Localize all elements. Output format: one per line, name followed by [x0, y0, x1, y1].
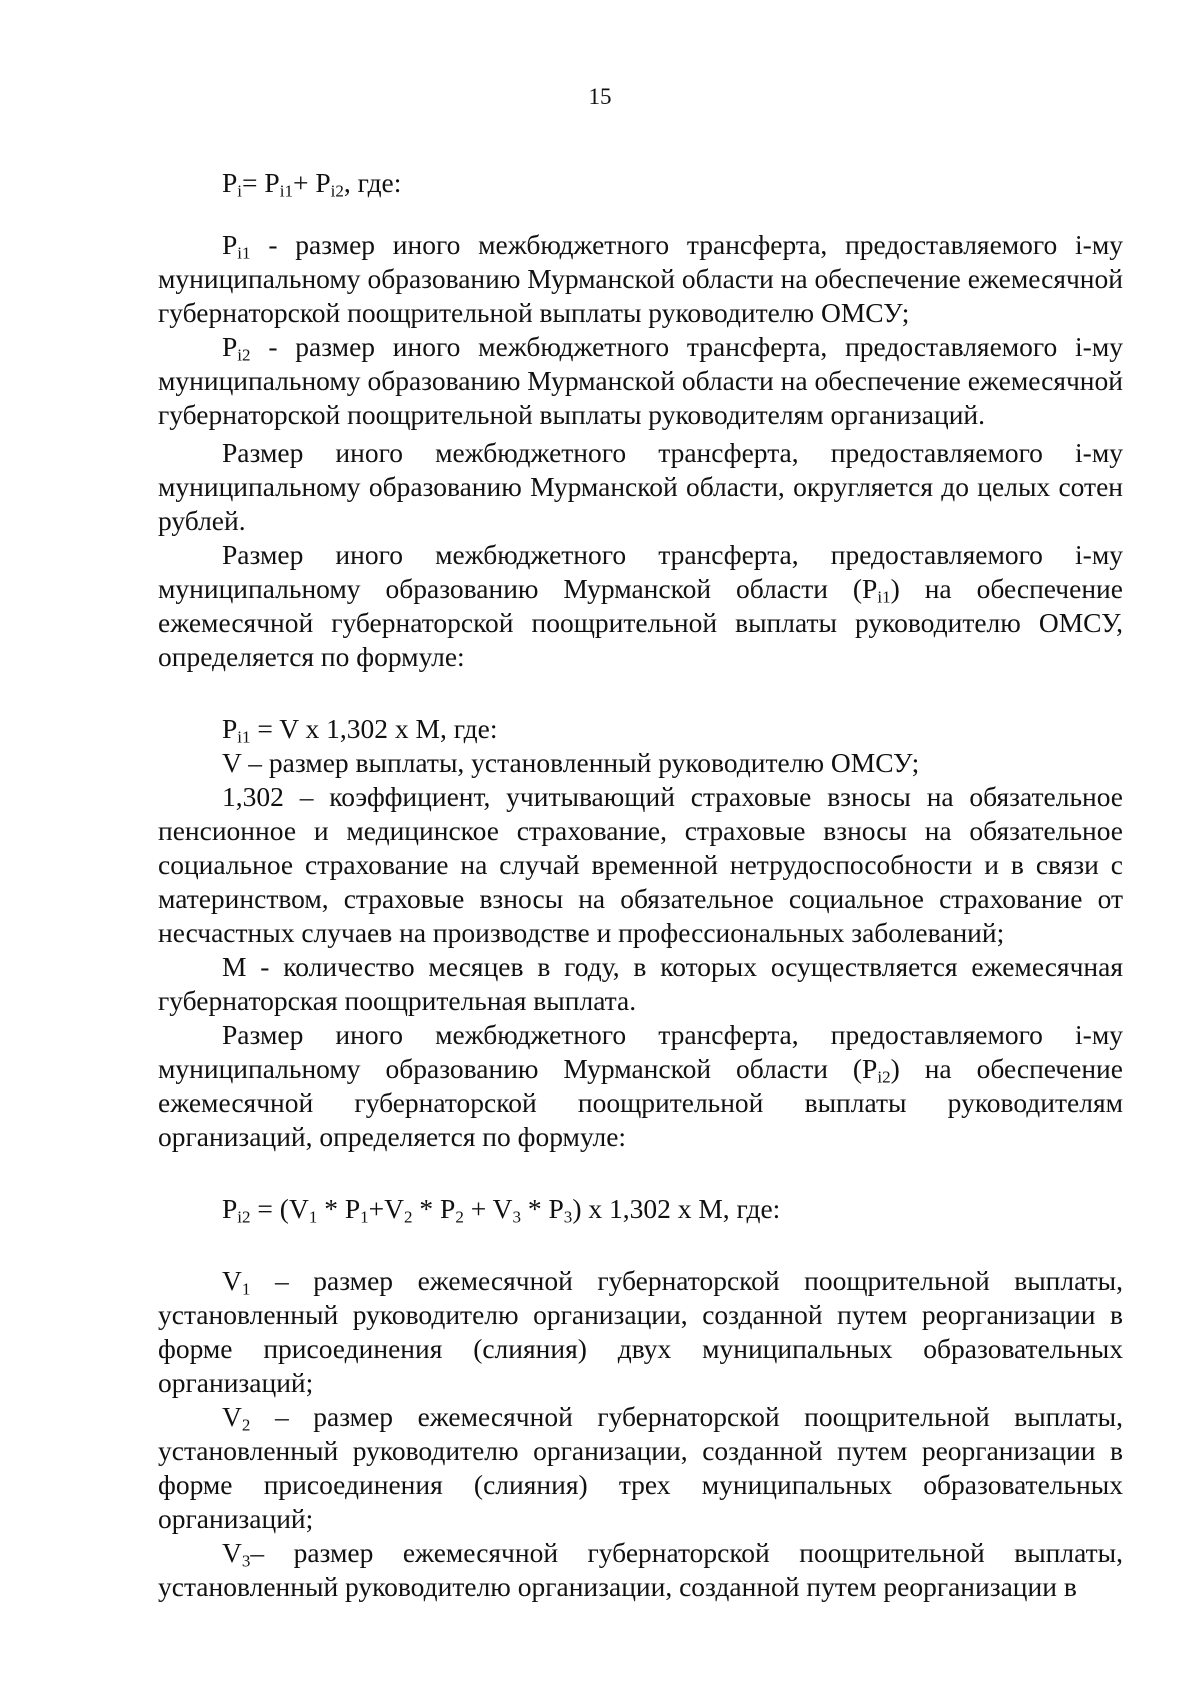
paragraph-pi2-intro: Размер иного межбюджетного трансферта, предоставляемого i-му муниципальному образованию Мурманской области $(P_{i2})$ на обеспечение ежемесячной губернаторской поощрительной выплаты руководителям организаций, определяется по формуле: [158, 1019, 1123, 1152]
page-number: 15 [588, 84, 612, 109]
definition-m: М - количество месяцев в году, в которых осуществляется ежемесячная губернаторская поощрительная выплата. [158, 951, 1123, 1016]
definition-pi1: $P_{i1}$ - размер иного межбюджетного трансферта, предоставляемого i-му муниципальному образованию Мурманской области на обеспечение ежемесячной губернаторской поощрительной выплаты руководителю ОМСУ; [158, 229, 1123, 328]
formula-pi2: $P_{i2} = (V_1 * P_1+V_2 * P_2 + V_3 * P_3)$ x 1,302 x M, где: [222, 1193, 781, 1227]
definition-v1: $V_1$ – размер ежемесячной губернаторской поощрительной выплаты, установленный руководителю организации, созданной путем реорганизации в форме присоединения (слияния) двух муниципальных образовательных организаций; [158, 1265, 1123, 1398]
formula-pi: $P_i= P_{i1}+ P_{i2}$, где: [222, 167, 402, 201]
definition-pi2: $P_{i2}$ - размер иного межбюджетного трансферта, предоставляемого i-му муниципальному образованию Мурманской области на обеспечение ежемесячной губернаторской поощрительной выплаты руководителям организаций. [158, 331, 1123, 430]
paragraph-rounding: Размер иного межбюджетного трансферта, предоставляемого i-му муниципальному образованию Мурманской области, округляется до целых сотен рублей. [158, 437, 1123, 536]
definition-v: V – размер выплаты, установленный руководителю ОМСУ; [222, 747, 920, 778]
paragraph-pi1-intro: Размер иного межбюджетного трансферта, предоставляемого i-му муниципальному образованию Мурманской области $(P_{i1})$ на обеспечение ежемесячной губернаторской поощрительной выплаты руководителю ОМСУ, определяется по формуле: [158, 539, 1123, 672]
definition-coefficient: 1,302 – коэффициент, учитывающий страховые взносы на обязательное пенсионное и медицинское страхование, страховые взносы на обязательное социальное страхование на случай временной нетрудоспособности и в связи с материнством, страховые взносы на обязательное социальное страхование от несчастных случаев на производстве и профессиональных заболеваний; [158, 781, 1123, 948]
document-body [158, 166, 1123, 1604]
formula-pi1: $P_{i1} = V$ x 1,302 x M, где: [222, 713, 498, 747]
definition-v2: $V_2$ – размер ежемесячной губернаторской поощрительной выплаты, установленный руководителю организации, созданной путем реорганизации в форме присоединения (слияния) трех муниципальных образовательных организаций; [158, 1401, 1123, 1534]
definition-v3: $V_3-$ размер ежемесячной губернаторской поощрительной выплаты, установленный руководителю организации, созданной путем реорганизации в [158, 1537, 1123, 1602]
